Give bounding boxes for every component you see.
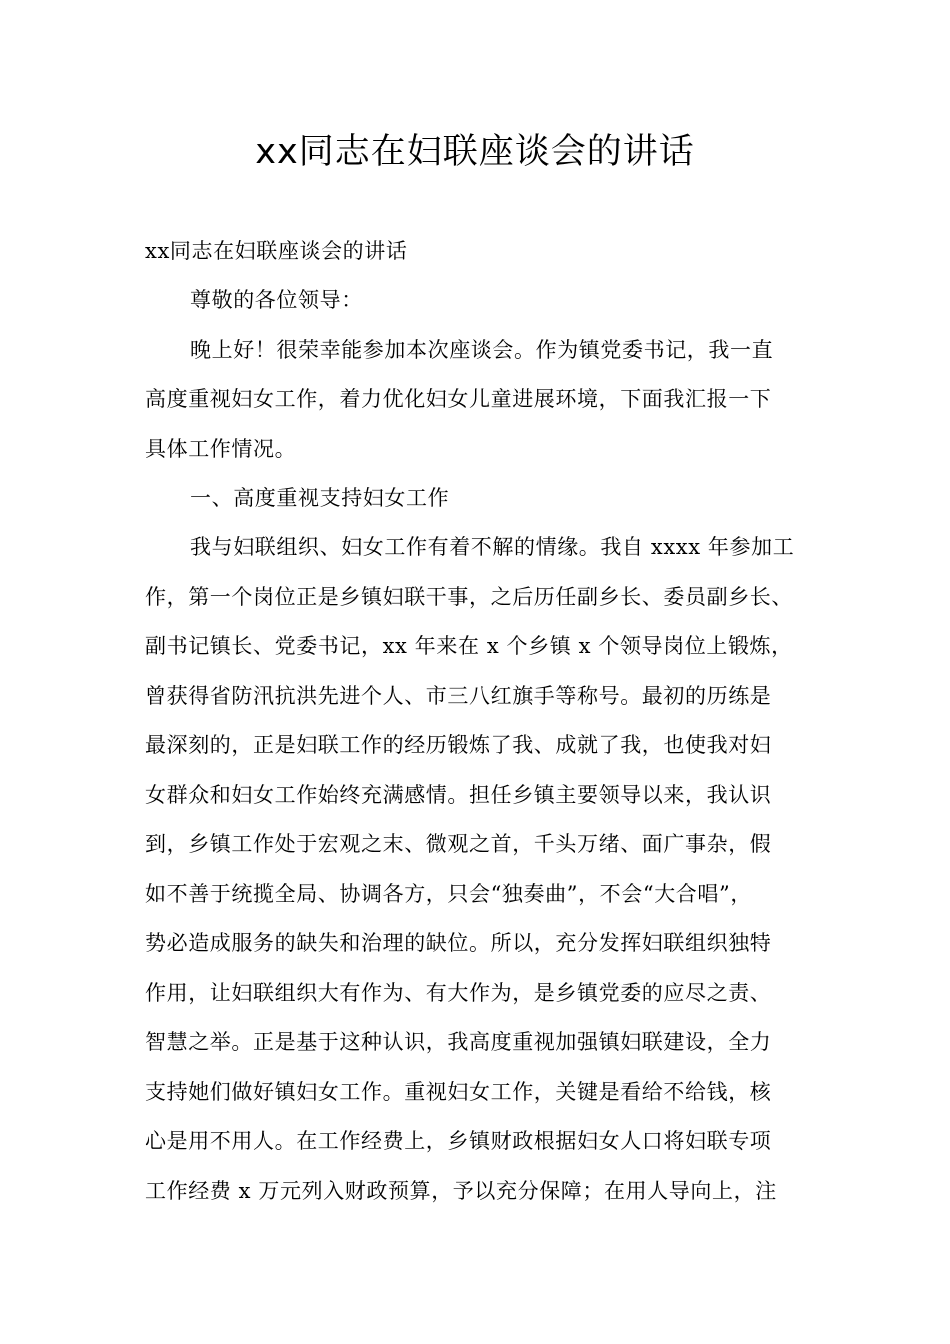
body-line: 副书记镇长、党委书记，xx 年来在 x 个乡镇 x 个领导岗位上锻炼，: [145, 634, 793, 658]
salutation: 尊敬的各位领导：: [190, 288, 363, 312]
body-line: 女群众和妇女工作始终充满感情。担任乡镇主要领导以来，我认识: [145, 783, 772, 807]
body-line: 势必造成服务的缺失和治理的缺位。所以，充分发挥妇联组织独特: [145, 931, 772, 955]
body-line: 如不善于统揽全局、协调各方，只会“独奏曲”，不会“大合唱”，: [145, 882, 752, 906]
body-line: 曾获得省防汛抗洪先进个人、市三八红旗手等称号。最初的历练是: [145, 684, 772, 708]
section-heading: 一、高度重视支持妇女工作: [190, 486, 450, 510]
body-line: 最深刻的，正是妇联工作的经历锻炼了我、成就了我，也使我对妇: [145, 733, 772, 757]
intro-line: 具体工作情况。: [145, 437, 297, 461]
body-line: 支持她们做好镇妇女工作。重视妇女工作，关键是看给不给钱，核: [145, 1080, 772, 1104]
body-line: 作用，让妇联组织大有作为、有大作为，是乡镇党委的应尽之责、: [145, 981, 772, 1005]
document-subtitle: xx同志在妇联座谈会的讲话: [145, 239, 408, 263]
body-line: 智慧之举。正是基于这种认识，我高度重视加强镇妇联建设，全力: [145, 1030, 772, 1054]
body-line: 我与妇联组织、妇女工作有着不解的情缘。我自 xxxx 年参加工: [190, 535, 795, 559]
body-line: 到，乡镇工作处于宏观之末、微观之首，千头万绪、面广事杂，假: [145, 832, 772, 856]
body-line: 工作经费 x 万元列入财政预算，予以充分保障；在用人导向上，注: [145, 1179, 777, 1203]
body-line: 作，第一个岗位正是乡镇妇联干事，之后历任副乡长、委员副乡长、: [145, 585, 793, 609]
intro-line: 高度重视妇女工作，着力优化妇女儿童进展环境，下面我汇报一下: [145, 387, 772, 411]
body-line: 心是用不用人。在工作经费上，乡镇财政根据妇女人口将妇联专项: [145, 1129, 772, 1153]
intro-line: 晚上好！很荣幸能参加本次座谈会。作为镇党委书记，我一直: [190, 338, 774, 362]
document-title: xx同志在妇联座谈会的讲话: [255, 132, 695, 172]
